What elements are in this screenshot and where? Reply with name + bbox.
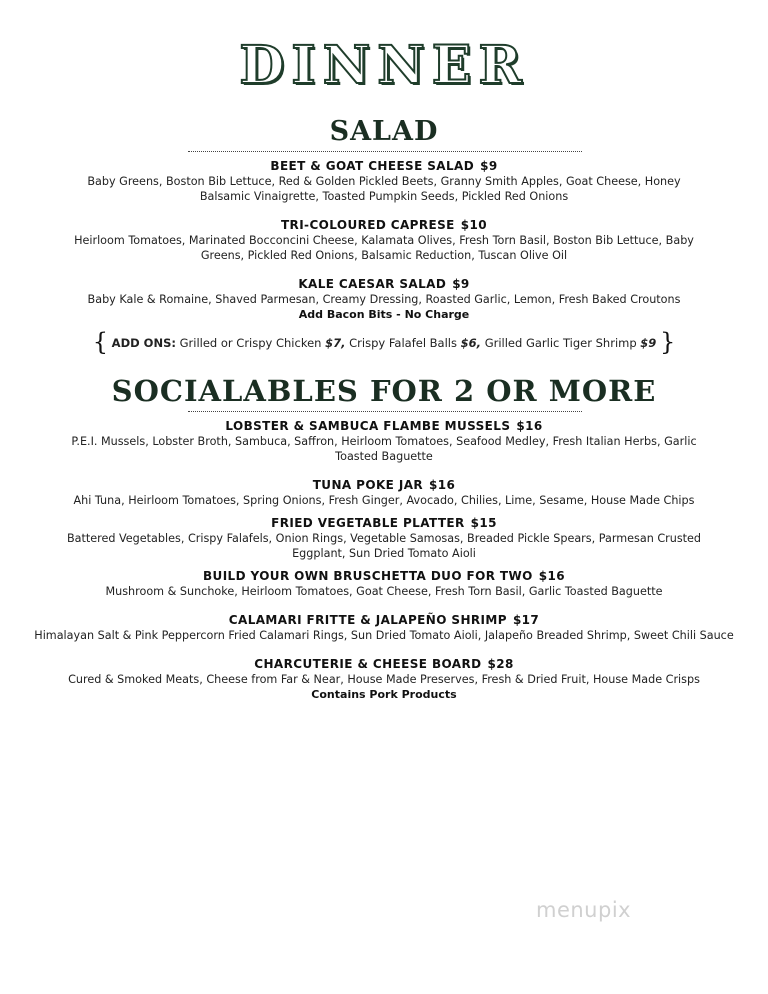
left-brace: { xyxy=(92,328,109,356)
menu-item xyxy=(0,477,768,508)
item-description: Himalayan Salt & Pink Peppercorn Fried Calamari Rings, Sun Dried Tomato Aioli, Jalapeño Breaded Shrimp, Sweet Chili Sauce xyxy=(34,629,734,642)
add-on-price: $9 xyxy=(640,336,657,350)
menu-item xyxy=(0,612,768,643)
salad-heading: SALAD xyxy=(329,116,439,147)
item-description: Baby Kale & Romaine, Shaved Parmesan, Creamy Dressing, Roasted Garlic, Lemon, Fresh Baked Croutons xyxy=(87,293,681,306)
item-name: KALE CAESAR SALAD xyxy=(298,277,447,291)
item-note: Add Bacon Bits - No Charge xyxy=(298,308,470,321)
menu-title: DINNER xyxy=(239,35,529,96)
item-description: Mushroom & Sunchoke, Heirloom Tomatoes, Goat Cheese, Fresh Torn Basil, Garlic Toasted Baguette xyxy=(105,585,663,598)
item-description: Heirloom Tomatoes, Marinated Bocconcini Cheese, Kalamata Olives, Fresh Torn Basil, Boston Bib Lettuce, Baby Greens, Pickled Red Onions, Balsamic Reduction, Tuscan Olive Oil xyxy=(74,234,694,262)
menu-item xyxy=(0,217,768,263)
item-name: TRI-COLOURED CAPRESE xyxy=(280,218,455,232)
item-price: $9 xyxy=(452,277,470,291)
item-description: P.E.I. Mussels, Lobster Broth, Sambuca, Saffron, Heirloom Tomatoes, Seafood Medley, Fresh Italian Herbs, Garlic Toasted Baguette xyxy=(71,435,697,463)
add-on-price: $6, xyxy=(460,336,482,350)
item-description: Ahi Tuna, Heirloom Tomatoes, Spring Onions, Fresh Ginger, Avocado, Chilies, Lime, Sesame, House Made Chips xyxy=(73,494,695,507)
menu-item xyxy=(0,656,768,702)
right-brace: } xyxy=(659,328,676,356)
item-name: LOBSTER & SAMBUCA FLAMBE MUSSELS xyxy=(225,419,511,433)
item-price: $28 xyxy=(487,657,514,671)
salad-divider xyxy=(188,151,582,152)
item-price: $16 xyxy=(429,478,456,492)
item-price: $10 xyxy=(460,218,488,232)
item-description: Battered Vegetables, Crispy Falafels, Onion Rings, Vegetable Samosas, Breaded Pickle Spears, Parmesan Crusted Eggplant, Sun Dried Tomato Aioli xyxy=(66,532,702,560)
item-name: TUNA POKE JAR xyxy=(312,478,424,492)
item-name: BUILD YOUR OWN BRUSCHETTA DUO FOR TWO xyxy=(203,569,533,583)
item-price: $16 xyxy=(538,569,565,583)
add-on-option: Grilled or Crispy Chicken xyxy=(179,336,322,350)
item-description: Cured & Smoked Meats, Cheese from Far & Near, House Made Preserves, Fresh & Dried Fruit, House Made Crisps xyxy=(68,673,700,686)
item-name: CALAMARI FRITTE & JALAPEÑO SHRIMP xyxy=(228,613,507,627)
add-on-option: Grilled Garlic Tiger Shrimp xyxy=(484,336,637,350)
item-price: $15 xyxy=(470,516,497,530)
sociables-divider xyxy=(188,411,582,412)
item-price: $16 xyxy=(516,419,543,433)
add-ons-line xyxy=(0,328,768,356)
item-name: FRIED VEGETABLE PLATTER xyxy=(271,516,465,530)
watermark-logo: menupix xyxy=(536,898,632,922)
menu-item xyxy=(0,276,768,322)
item-note: Contains Pork Products xyxy=(311,688,457,701)
item-price: $9 xyxy=(480,159,498,173)
item-description: Baby Greens, Boston Bib Lettuce, Red & Golden Pickled Beets, Granny Smith Apples, Goat Cheese, Honey Balsamic Vinaigrette, Toasted Pumpkin Seeds, Pickled Red Onions xyxy=(87,175,681,203)
sociables-heading: SOCIALABLES FOR 2 OR MORE xyxy=(111,374,657,408)
item-name: CHARCUTERIE & CHEESE BOARD xyxy=(254,657,482,671)
add-ons-label: ADD ONS: xyxy=(111,336,176,350)
menu-item xyxy=(0,418,768,464)
add-on-option: Crispy Falafel Balls xyxy=(349,336,457,350)
add-on-price: $7, xyxy=(325,336,346,350)
menu-item xyxy=(0,158,768,204)
item-price: $17 xyxy=(512,613,540,627)
menu-item xyxy=(0,568,768,599)
menu-item xyxy=(0,515,768,561)
item-name: BEET & GOAT CHEESE SALAD xyxy=(270,159,475,173)
